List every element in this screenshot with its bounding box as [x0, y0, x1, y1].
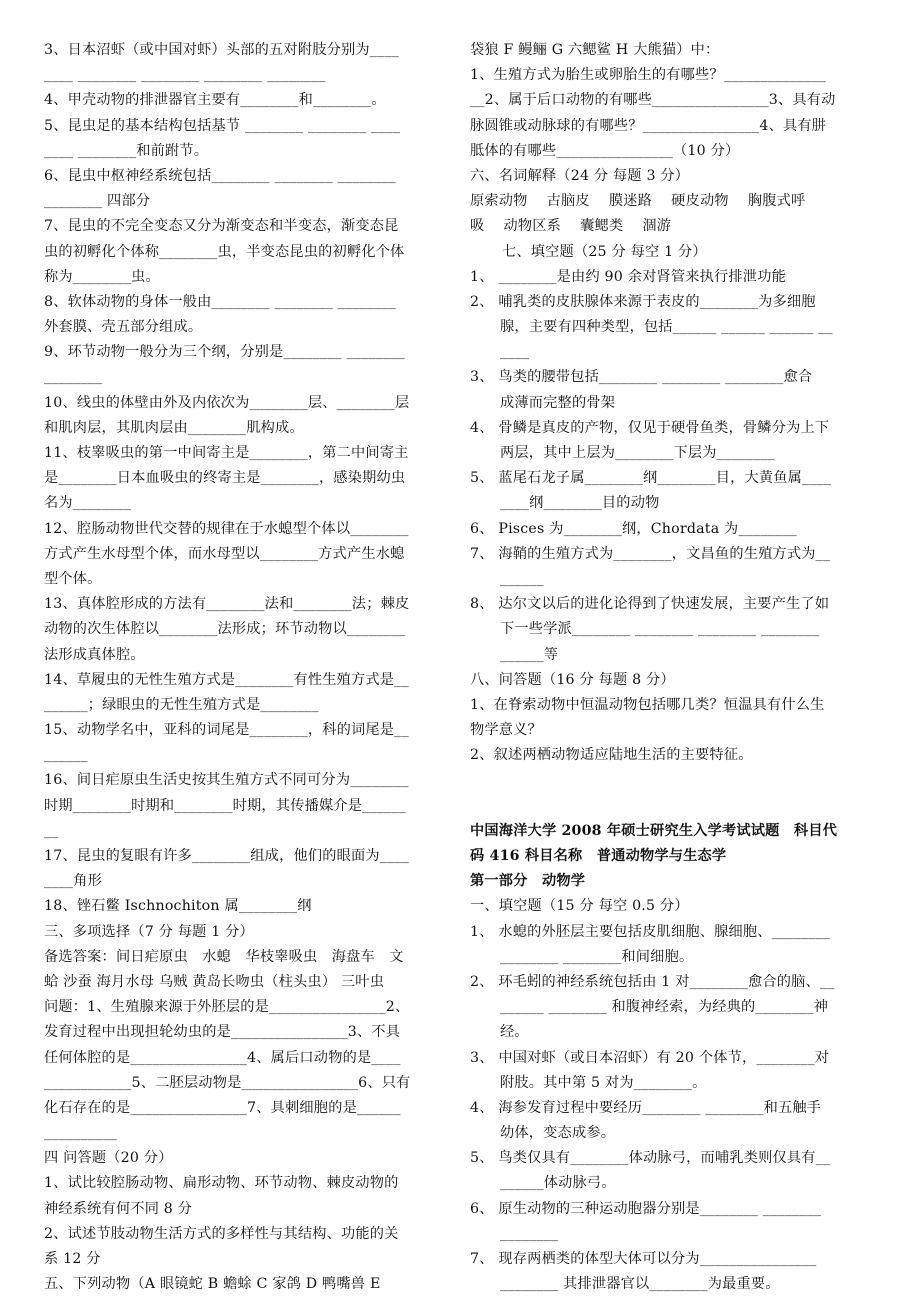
- left-text-line: 18、锉石鳖 Ischnochiton 属________纲: [44, 898, 312, 915]
- left-text-line: 13、真体腔形成的方法有________法和________法；棘皮: [44, 596, 410, 613]
- right-text-line: ____纲________目的动物: [500, 495, 660, 512]
- right-text-line: 幼体，变态成参。: [500, 1125, 616, 1142]
- right-text-line: __2、属于后口动物的有哪些________________3、具有动: [470, 92, 836, 109]
- right-text-line: 吸 动物区系 囊鳃类 涸游: [470, 218, 672, 235]
- left-text-line: ____角形: [44, 873, 102, 890]
- right-text-line: 六、名词解释（24 分 每题 3 分）: [470, 167, 690, 184]
- left-text-line: 4、甲壳动物的排泄器官主要有________和________。: [44, 92, 386, 109]
- right-text-line: [470, 768, 870, 793]
- left-text-line: 17、昆虫的复眼有许多________组成，他们的眼面为____: [44, 848, 409, 864]
- left-text-line: 是________日本血吸虫的终寄主是________，感染期幼虫: [44, 470, 406, 487]
- right-text-line: 脉圆锥或动脉球的有哪些？________________4、具有肼: [470, 117, 827, 134]
- left-text-line: 15、动物学名中，亚科的词尾是________，科的词尾是__: [44, 722, 409, 739]
- right-text-line: 2、 环毛蚓的神经系统包括由 1 对________愈合的脑、__: [470, 973, 835, 990]
- section-heading-line: 码 416 科目名称 普通动物学与生态学: [470, 848, 727, 864]
- right-text-line: ________ 其排泄器官以________为最重要。: [500, 1276, 780, 1293]
- left-text-line: 8、软体动物的身体一般由________ ________ ________: [44, 293, 396, 310]
- left-text-line: 名为________: [44, 495, 132, 512]
- left-text-line: 10、线虫的体壁由外及内依次为________层、________层: [44, 394, 410, 411]
- left-text-line: __: [44, 822, 59, 839]
- right-text-line: 7、 海鞘的生殖方式为________，文昌鱼的生殖方式为__: [470, 545, 831, 562]
- left-text-line: 1、试比较腔肠动物、扁形动物、环节动物、棘皮动物的: [44, 1175, 399, 1192]
- left-text-line: 法形成真体腔。: [44, 646, 145, 663]
- right-text-line: [470, 794, 870, 819]
- right-text-line: ____: [500, 344, 530, 361]
- right-text-line: 胝体的有哪些________________（10 分）: [470, 142, 740, 159]
- left-text-line: 四 问答题（20 分）: [44, 1150, 173, 1167]
- right-text-line: 腺，主要有四种类型，包括______ ______ ______ __: [500, 319, 833, 336]
- right-text-line: 5、 鸟类仅具有________体动脉弓，而哺乳类则仅具有__: [470, 1150, 831, 1167]
- left-text-line: 称为________虫。: [44, 268, 160, 285]
- right-text-line: ________ ________和间细胞。: [500, 948, 694, 965]
- right-text-line: 8、 达尔文以后的进化论得到了快速发展，主要产生了如: [470, 596, 830, 613]
- right-text-line: 1、生殖方式为胎生或卵胎生的有哪些？______________: [470, 67, 826, 84]
- left-text-line: 发育过程中出现担轮幼虫的是________________3、不具: [44, 1024, 401, 1041]
- right-text-line: ______: [500, 570, 544, 587]
- right-text-line: 7、 现存两栖类的体型大体可以分为________________: [470, 1251, 817, 1267]
- right-text-line: 七、填空题（25 分 每空 1 分）: [502, 243, 707, 260]
- right-text-line: 6、 原生动物的三种运动胞器分别是________ ________: [470, 1200, 822, 1217]
- left-text-line: 任何体腔的是________________4、属后口动物的是____: [44, 1049, 401, 1066]
- left-text-line: 12、腔肠动物世代交替的规律在于水螅型个体以________: [44, 520, 409, 537]
- left-text-line: __________: [44, 1125, 117, 1142]
- right-column: [470, 38, 870, 1297]
- section-heading-line: 中国海洋大学 2008 年硕士研究生入学考试试题 科目代: [470, 822, 838, 839]
- right-text-line: 成薄而完整的骨架: [500, 394, 616, 411]
- right-text-line: 6、 Pisces 为________纲，Chordata 为________: [470, 520, 797, 537]
- left-text-line: 14、草履虫的无性生殖方式是________有性生殖方式是__: [44, 671, 409, 688]
- right-text-line: 2、 哺乳类的皮肤腺体来源于表皮的________为多细胞: [470, 293, 816, 310]
- left-text-line: 3、日本沼虾（或中国对虾）头部的五对附肢分别为____: [44, 42, 399, 58]
- left-text-line: 9、环节动物一般分为三个纲，分别是________ ________: [44, 344, 405, 361]
- right-text-line: 4、 骨鳞是真皮的产物，仅见于硬骨鱼类，骨鳞分为上下: [470, 419, 830, 436]
- right-text-line: ______体动脉弓。: [500, 1175, 616, 1192]
- left-text-line: ____________5、二胚层动物是________________6、只有: [44, 1074, 411, 1091]
- left-text-line: 化石存在的是________________7、具刺细胞的是______: [44, 1099, 401, 1116]
- left-text-line: 蛤 沙蚕 海月水母 乌贼 黄岛长吻虫（柱头虫） 三叶虫: [44, 973, 385, 990]
- left-text-line: ________ 四部分: [44, 193, 151, 210]
- right-text-line: 经。: [500, 1024, 529, 1041]
- left-text-line: 时期________时期和________时期，其传播媒介是______: [44, 797, 406, 814]
- right-text-line: 3、 鸟类的腰带包括________ ________ ________愈合: [470, 369, 813, 386]
- right-text-line: 下一些学派________ ________ ________ ________: [500, 621, 820, 638]
- left-text-line: 6、昆虫中枢神经系统包括________ ________ ________: [44, 167, 396, 184]
- left-text-line: 11、枝睾吸虫的第一中间寄主是________，第二中间寄主: [44, 445, 409, 461]
- right-text-line: 4、 海参发育过程中要经历________ ________和五触手: [470, 1099, 822, 1116]
- left-text-line: 虫的初孵化个体称________虫，半变态昆虫的初孵化个体: [44, 243, 405, 260]
- left-text-line: 16、间日疟原虫生活史按其生殖方式不同可分为________: [44, 772, 409, 789]
- left-text-line: 7、昆虫的不完全变态又分为渐变态和半变态，渐变态昆: [44, 218, 399, 235]
- right-text-line: 5、 蓝尾石龙子属________纲________目，大黄鱼属____: [470, 470, 832, 487]
- left-text-line: ______；绿眼虫的无性生殖方式是________: [44, 696, 319, 713]
- left-text-line: 动物的次生体腔以________法形成；环节动物以________: [44, 621, 406, 638]
- right-text-line: 八、问答题（16 分 每题 8 分）: [470, 671, 675, 688]
- right-text-line: 袋狼 F 鳗鲡 G 六鳃鲨 H 大熊猫）中：: [470, 42, 720, 58]
- left-text-line: 系 12 分: [44, 1251, 101, 1267]
- right-text-line: ______等: [500, 646, 559, 663]
- right-text-line: 3、 中国对虾（或日本沼虾）有 20 个体节，________对: [470, 1049, 830, 1066]
- left-text-line: ______: [44, 747, 88, 764]
- left-text-line: 型个体。: [44, 570, 102, 587]
- left-text-line: 问题：1、生殖腺来源于外胚层的是________________2、: [44, 999, 410, 1016]
- right-text-line: ________: [500, 1225, 559, 1242]
- left-column: [44, 38, 444, 1297]
- right-text-line: 附肢。其中第 5 对为________。: [500, 1074, 707, 1091]
- right-text-line: 原索动物 古脑皮 膜迷路 硬皮动物 胸腹式呼: [470, 193, 806, 210]
- right-text-line: ______ ________ 和腹神经索，为经典的________神: [500, 999, 829, 1016]
- left-text-line: ________: [44, 369, 103, 386]
- left-text-line: 2、试述节肢动物生活方式的多样性与其结构、功能的关: [44, 1225, 399, 1242]
- right-text-line: 1、 水螅的外胚层主要包括皮肌细胞、腺细胞、________: [470, 923, 831, 940]
- left-text-line: 三、多项选择（7 分 每题 1 分）: [44, 923, 254, 940]
- right-text-line: 一、填空题（15 分 每空 0.5 分）: [470, 898, 689, 915]
- left-text-line: 五、下列动物（A 眼镜蛇 B 蟾蜍 C 家鸽 D 鸭嘴兽 E: [44, 1276, 381, 1293]
- right-text-line: 2、叙述两栖动物适应陆地生活的主要特征。: [470, 747, 753, 764]
- left-text-line: 备选答案：间日疟原虫 水螅 华枝睾吸虫 海盘车 文: [44, 948, 404, 965]
- left-text-line: 方式产生水母型个体，而水母型以________方式产生水螅: [44, 545, 405, 562]
- section-heading-line: 第一部分 动物学: [470, 873, 586, 890]
- left-text-line: ____ ________ ________ ________ ________: [44, 67, 326, 84]
- left-text-line: ____ ________和前跗节。: [44, 142, 209, 159]
- left-text-line: 神经系统有何不同 8 分: [44, 1200, 193, 1217]
- left-text-line: 5、昆虫足的基本结构包括基节 ________ ________ ____: [44, 117, 401, 134]
- right-text-line: 1、在脊索动物中恒温动物包括哪几类？恒温具有什么生: [470, 696, 825, 713]
- right-text-line: 两层，其中上层为________下层为________: [500, 445, 775, 461]
- right-text-line: 1、 ________是由约 90 余对肾管来执行排泄功能: [470, 268, 786, 285]
- left-text-line: 外套膜、壳五部分组成。: [44, 319, 203, 336]
- right-text-line: 物学意义？: [470, 722, 542, 739]
- left-text-line: 和肌肉层，其肌肉层由________肌构成。: [44, 419, 304, 436]
